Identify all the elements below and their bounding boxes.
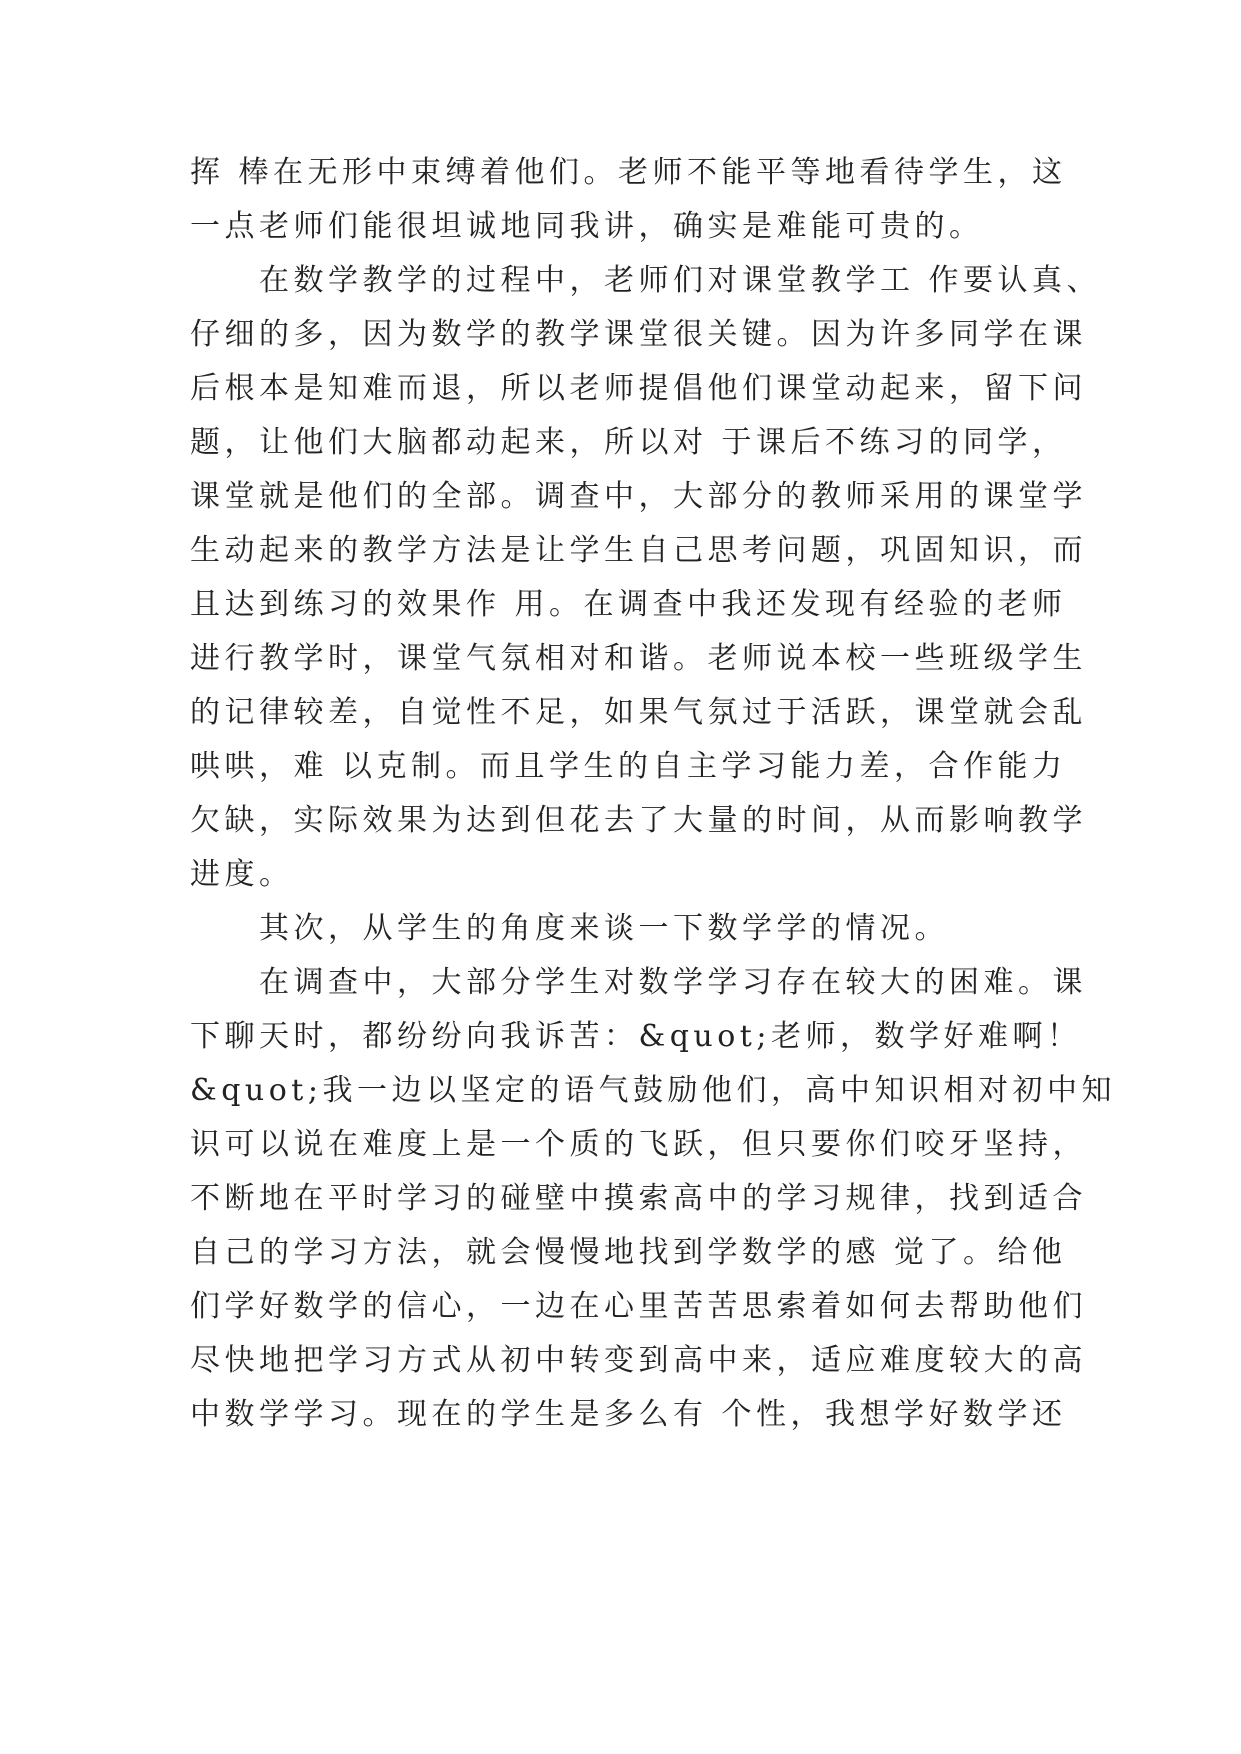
text-line: 识可以说在难度上是一个质的飞跃，但只要你们咬牙坚持，	[190, 1127, 1087, 1162]
text-line: 进度。	[190, 857, 294, 892]
text-line: 生动起来的教学方法是让学生自己思考问题，巩固知识，而	[190, 533, 1087, 568]
text-line: 不断地在平时学习的碰壁中摸索高中的学习规律，找到适合	[190, 1181, 1087, 1216]
text-line: 在调查中，大部分学生对数学学习存在较大的困难。课	[190, 965, 1087, 1000]
text-line: 的记律较差，自觉性不足，如果气氛过于活跃，课堂就会乱	[190, 695, 1087, 730]
text-line: 们学好数学的信心，一边在心里苦苦思索着如何去帮助他们	[190, 1289, 1087, 1324]
text-line: 在数学教学的过程中，老师们对课堂教学工 作要认真、	[190, 263, 1102, 298]
text-line: 且达到练习的效果作 用。在调查中我还发现有经验的老师	[190, 587, 1067, 622]
text-line: 进行教学时，课堂气氛相对和谐。老师说本校一些班级学生	[190, 641, 1087, 676]
text-line: 课堂就是他们的全部。调查中，大部分的教师采用的课堂学	[190, 479, 1087, 514]
text-line: 后根本是知难而退，所以老师提倡他们课堂动起来，留下问	[190, 371, 1087, 406]
text-line: 自己的学习方法，就会慢慢地找到学数学的感 觉了。给他	[190, 1235, 1067, 1270]
text-line: 尽快地把学习方式从初中转变到高中来，适应难度较大的高	[190, 1343, 1087, 1378]
text-line: 中数学学习。现在的学生是多么有 个性，我想学好数学还	[190, 1397, 1067, 1432]
text-line: 下聊天时，都纷纷向我诉苦：&quot;老师，数学好难啊！	[190, 1019, 1082, 1054]
text-line: &quot;我一边以坚定的语气鼓励他们，高中知识相对初中知	[190, 1073, 1116, 1108]
text-line: 一点老师们能很坦诚地同我讲，确实是难能可贵的。	[190, 209, 984, 244]
text-line: 挥 棒在无形中束缚着他们。老师不能平等地看待学生，这	[190, 155, 1067, 190]
text-line: 哄哄，难 以克制。而且学生的自主学习能力差，合作能力	[190, 749, 1067, 784]
text-line: 欠缺，实际效果为达到但花去了大量的时间，从而影响教学	[190, 803, 1087, 838]
text-line: 题，让他们大脑都动起来，所以对 于课后不练习的同学，	[190, 425, 1067, 460]
text-line: 其次，从学生的角度来谈一下数学学的情况。	[190, 911, 949, 946]
text-line: 仔细的多，因为数学的教学课堂很关键。因为许多同学在课	[190, 317, 1087, 352]
